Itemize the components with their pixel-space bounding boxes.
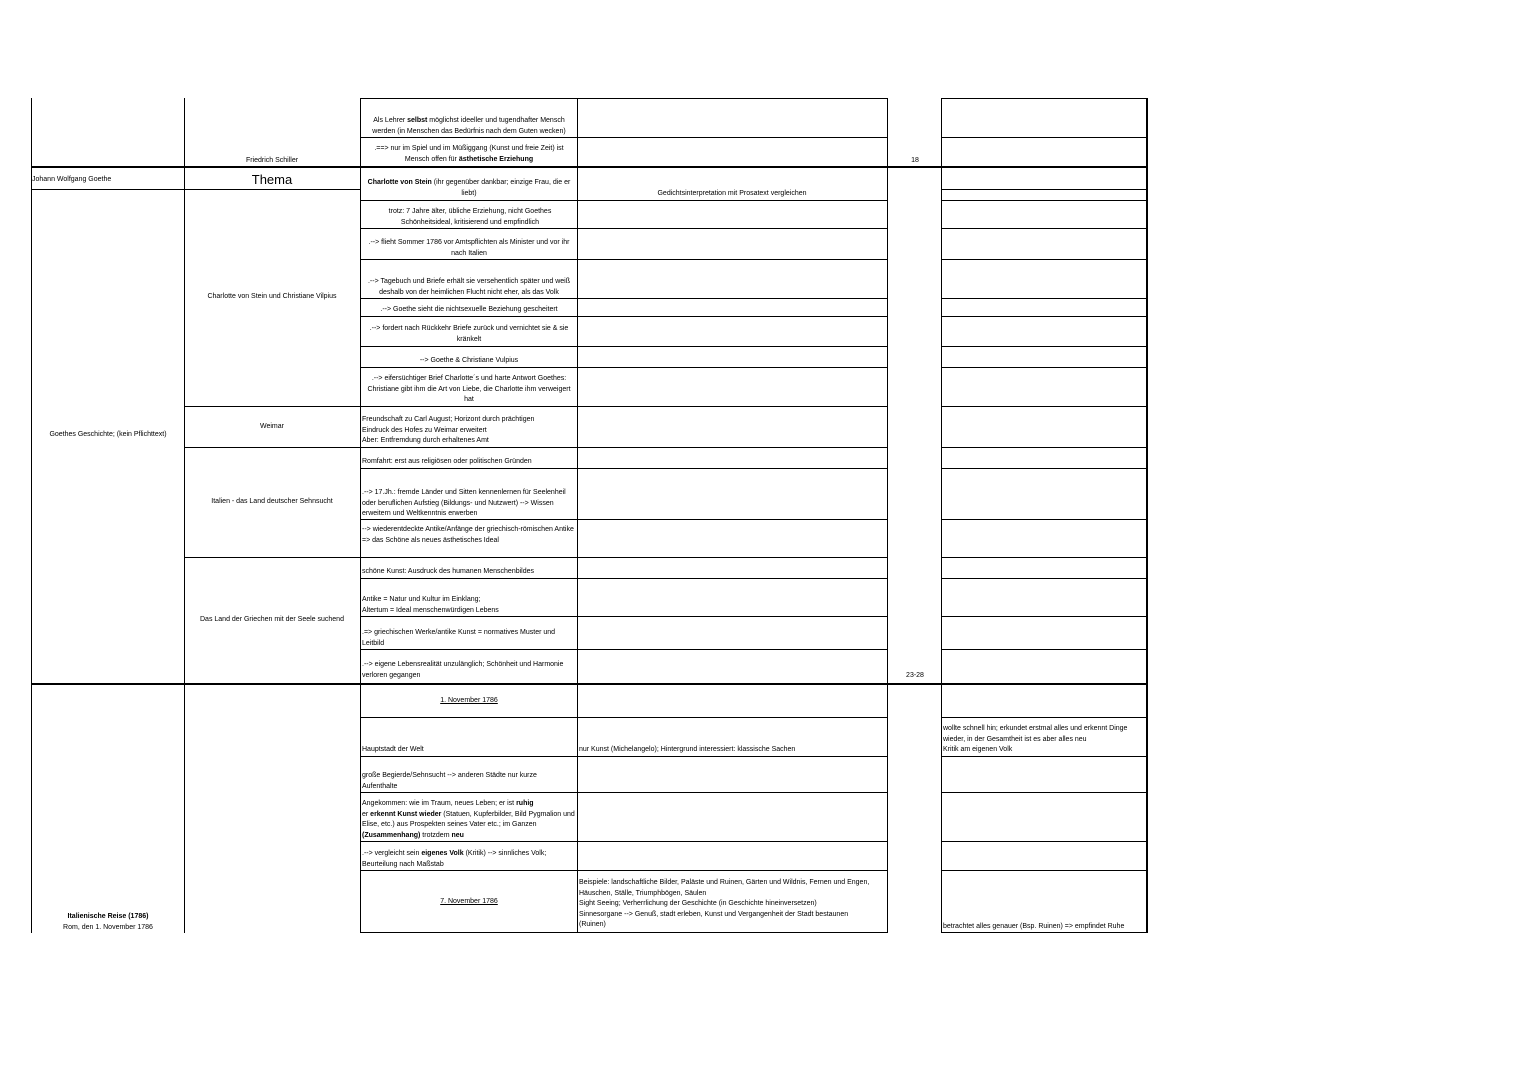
hauptstadt-note: nur Kunst (Michelangelo); Hintergrund interessiert: klassische Sachen	[579, 746, 796, 753]
grid-line	[360, 259, 888, 260]
stein-row: .--> eifersüchtiger Brief Charlotte´s und harte Antwort Goethes: Christiane gibt ihm die Art von Liebe, die Charlotte ihm verweigert hat	[367, 375, 571, 403]
grid-line	[941, 447, 1148, 448]
italien-row: Romfahrt: erst aus religiösen oder politischen Gründen	[362, 458, 532, 465]
griechen-row: schöne Kunst: Ausdruck des humanen Menschenbildes	[362, 568, 534, 575]
grid-line	[184, 406, 888, 407]
grid-line	[184, 557, 888, 558]
grid-line	[941, 519, 1148, 520]
grid-line	[941, 200, 1148, 201]
grid-line	[360, 228, 888, 229]
grid-line	[360, 841, 888, 842]
hauptstadt-comment: wollte schnell hin; erkundet erstmal alles und erkennt Dinge wieder, in der Gesamtheit ist es aber alles neu Kritik am eigenen Volk	[943, 725, 1128, 753]
grid-line	[360, 346, 888, 347]
grid-line	[360, 578, 888, 579]
grid-line	[31, 189, 361, 190]
grid-line	[1146, 98, 1148, 933]
stein-row: .--> Tagebuch und Briefe erhält sie versehentlich später und weiß deshalb von der heimlichen Flucht nicht eher, als das Volk	[367, 278, 570, 296]
schiller-row-text: .==> nur im Spiel und im Müßiggang (Kunst und freie Zeit) ist Mensch offen für ästhetische Erziehung	[374, 145, 564, 163]
italienische-reise-subtitle: Rom, den 1. November 1786	[63, 924, 153, 931]
grid-line	[360, 932, 888, 933]
italien-row: .--> 17.Jh.: fremde Länder und Sitten kennenlernen für Seelenheil oder beruflichen Aufstieg (Bildungs- und Nutzwert) --> Wissen erweitern und Weltkenntnis erwerben	[362, 489, 566, 517]
griechen-row: Antike = Natur und Kultur im Einklang; Altertum = Ideal menschenwürdigen Lebens	[362, 596, 499, 614]
grid-line	[360, 519, 888, 520]
grid-line	[941, 616, 1148, 617]
grid-line	[941, 98, 942, 933]
grid-line	[360, 137, 888, 138]
grid-line	[887, 98, 888, 933]
hauptstadt-text: Hauptstadt der Welt	[362, 746, 424, 753]
grid-line	[360, 98, 361, 933]
italien-label: Italien - das Land deutscher Sehnsucht	[211, 498, 333, 505]
stein-row: .--> flieht Sommer 1786 vor Amtspflichten als Minister und vor ihr nach Italien	[368, 239, 570, 257]
grid-line	[360, 298, 888, 299]
stein-header-text: Charlotte von Stein (ihr gegenüber dankbar; einzige Frau, die er liebt)	[367, 179, 571, 197]
griechen-row: .=> griechischen Werke/antike Kunst = normatives Muster und Leitbild	[362, 629, 556, 647]
date-heading: 1. November 1786	[440, 697, 498, 704]
grid-line	[941, 468, 1148, 469]
grid-line	[360, 792, 888, 793]
grid-line	[360, 98, 888, 99]
weimar-label: Weimar	[260, 423, 284, 430]
grid-line	[941, 189, 1148, 190]
author-label: Johann Wolfgang Goethe	[32, 176, 112, 183]
grid-line	[941, 346, 1148, 347]
stein-row: .--> fordert nach Rückkehr Briefe zurück und vernichtet sie & sie kränkelt	[369, 325, 569, 343]
grid-line	[360, 367, 888, 368]
italien-row: --> wiederentdeckte Antike/Anfänge der griechisch-römischen Antike => das Schöne als neues ästhetisches Ideal	[362, 526, 574, 544]
grid-line	[31, 683, 1148, 685]
stein-group-label: Charlotte von Stein und Christiane Vilpius	[207, 293, 337, 300]
grid-line	[941, 756, 1148, 757]
date-heading: 7. November 1786	[440, 898, 498, 905]
grid-line	[941, 228, 1148, 229]
angekommen-text: Angekommen: wie im Traum, neues Leben; er ist ruhig er erkennt Kunst wieder (Statuen, Kupferbilder, Bild Pygmalion und Elise, etc.) aus Prospekten seines Vater etc.; im Ganzen (Zusammenhang) trotzdem neu	[362, 800, 575, 839]
grid-line	[941, 98, 1148, 99]
grid-line	[31, 166, 1148, 168]
grid-line	[941, 316, 1148, 317]
grid-line	[941, 578, 1148, 579]
task-text: Gedichtsinterpretation mit Prosatext vergleichen	[657, 190, 807, 197]
italienische-reise-title: Italienische Reise (1786)	[67, 913, 149, 920]
grid-line	[941, 298, 1148, 299]
grid-line	[941, 870, 1148, 871]
grid-line	[360, 649, 888, 650]
page-range: 23-28	[906, 672, 924, 679]
griechen-row: .--> eigene Lebensrealität unzulänglich; Schönheit und Harmonie verloren gegangen	[362, 661, 564, 679]
griechen-label: Das Land der Griechen mit der Seele suchend	[200, 616, 344, 623]
grid-line	[941, 557, 1148, 558]
grid-line	[360, 200, 888, 201]
grid-line	[941, 792, 1148, 793]
grid-line	[360, 717, 888, 718]
vergleicht-text: .--> vergleicht sein eigenes Volk (Kritik) --> sinnliches Volk; Beurteilung nach Maßstab	[362, 850, 547, 868]
stein-row: --> Goethe & Christiane Vulpius	[419, 357, 519, 364]
thema-heading: Thema	[251, 172, 293, 187]
begierde-text: große Begierde/Sehnsucht --> anderen Städte nur kurze Aufenthalte	[362, 772, 537, 790]
weimar-text: Freundschaft zu Carl August; Horizont durch prächtigen Eindruck des Hofes zu Weimar erweitert Aber: Entfremdung durch erhaltenes Amt	[362, 416, 535, 444]
grid-line	[360, 468, 888, 469]
grid-line	[941, 406, 1148, 407]
grid-line	[360, 756, 888, 757]
goethes-geschichte-label: Goethes Geschichte; (kein Pflichttext)	[49, 431, 167, 438]
grid-line	[31, 98, 32, 933]
grid-line	[941, 717, 1148, 718]
grid-line	[941, 649, 1148, 650]
grid-line	[360, 616, 888, 617]
beispiele-text: Beispiele: landschaftliche Bilder, Paläste und Ruinen, Gärten und Wildnis, Fernen und Engen, Häuschen, Ställe, Triumphbögen, Säulen Sight Seeing; Verherrlichung der Geschichte (in Geschichte hineinversetzen) Sinnesorgane --> Genuß, stadt erleben, Kunst und Vergangenheit der Stadt bestaunen (Ruinen)	[579, 879, 870, 928]
ruhe-text: betrachtet alles genauer (Bsp. Ruinen) => empfindet Ruhe	[943, 923, 1125, 930]
grid-line	[360, 316, 888, 317]
stein-row: .--> Goethe sieht die nichtsexuelle Beziehung gescheitert	[380, 306, 558, 313]
page-number: 18	[911, 157, 919, 164]
stein-row: trotz: 7 Jahre älter, übliche Erziehung, nicht Goethes Schönheitsideal, kritisierend und empfindlich	[388, 208, 552, 226]
grid-line	[941, 137, 1148, 138]
grid-line	[941, 841, 1148, 842]
grid-line	[941, 932, 1148, 933]
grid-line	[184, 98, 185, 933]
schiller-label: Friedrich Schiller	[245, 157, 299, 164]
grid-line	[184, 447, 888, 448]
grid-line	[941, 367, 1148, 368]
schiller-row-text: Als Lehrer selbst möglichst ideeller und tugendhafter Mensch werden (in Menschen das Bedürfnis nach dem Guten wecken)	[372, 117, 566, 135]
grid-line	[941, 259, 1148, 260]
grid-line	[577, 98, 578, 933]
grid-line	[360, 870, 888, 871]
